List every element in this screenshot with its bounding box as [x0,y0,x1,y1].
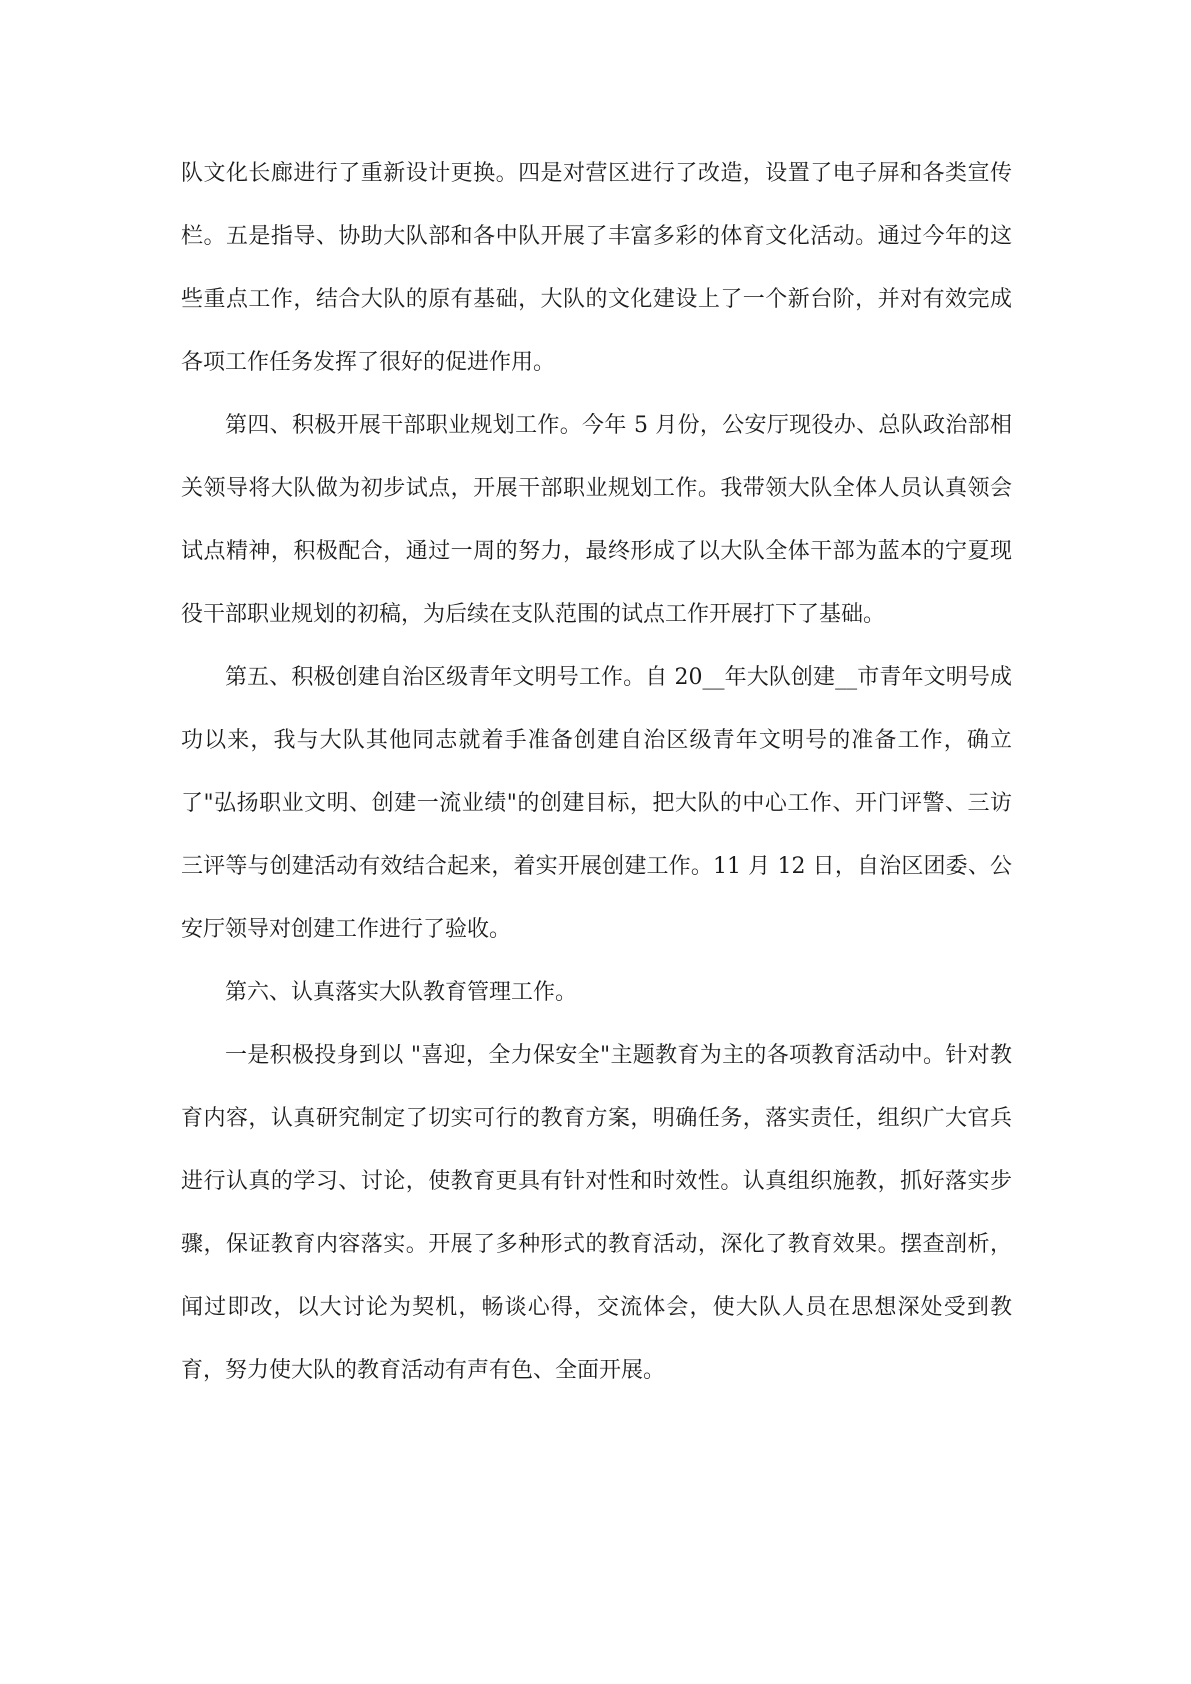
paragraph-career-planning: 第四、积极开展干部职业规划工作。今年 5 月份，公安厅现役办、总队政治部相关领导将大队做为初步试点，开展干部职业规划工作。我带领大队全体人员认真领会试点精神，积极配合，通过一周的努力，最终形成了以大队全体干部为蓝本的宁夏现役干部职业规划的初稿，为后续在支队范围的试点工作开展打下了基础。 [181,413,1012,627]
paragraph-education-activities: 一是积极投身到以 "喜迎，全力保安全"主题教育为主的各项教育活动中。针对教育内容，认真研究制定了切实可行的教育方案，明确任务，落实责任，组织广大官兵进行认真的学习、讨论，使教育更具有针对性和时效性。认真组织施教，抓好落实步骤，保证教育内容落实。开展了多种形式的教育活动，深化了教育效果。摆查剖析，闻过即改，以大讨论为契机，畅谈心得，交流体会，使大队人员在思想深处受到教育，努力使大队的教育活动有声有色、全面开展。 [181,1043,1012,1383]
paragraph-education-management-heading: 第六、认真落实大队教育管理工作。 [225,980,578,1005]
paragraph-youth-civilization: 第五、积极创建自治区级青年文明号工作。自 20__年大队创建__市青年文明号成功以来，我与大队其他同志就着手准备创建自治区级青年文明号的准备工作，确立了"弘扬职业文明、创建一流业绩"的创建目标，把大队的中心工作、开门评警、三访三评等与创建活动有效结合起来，着实开展创建工作。11 月 12 日，自治区团委、公安厅领导对创建工作进行了验收。 [181,665,1012,942]
document-body [181,142,1012,1402]
paragraph-culture-corridor: 队文化长廊进行了重新设计更换。四是对营区进行了改造，设置了电子屏和各类宣传栏。五是指导、协助大队部和各中队开展了丰富多彩的体育文化活动。通过今年的这些重点工作，结合大队的原有基础，大队的文化建设上了一个新台阶，并对有效完成各项工作任务发挥了很好的促进作用。 [181,161,1012,375]
